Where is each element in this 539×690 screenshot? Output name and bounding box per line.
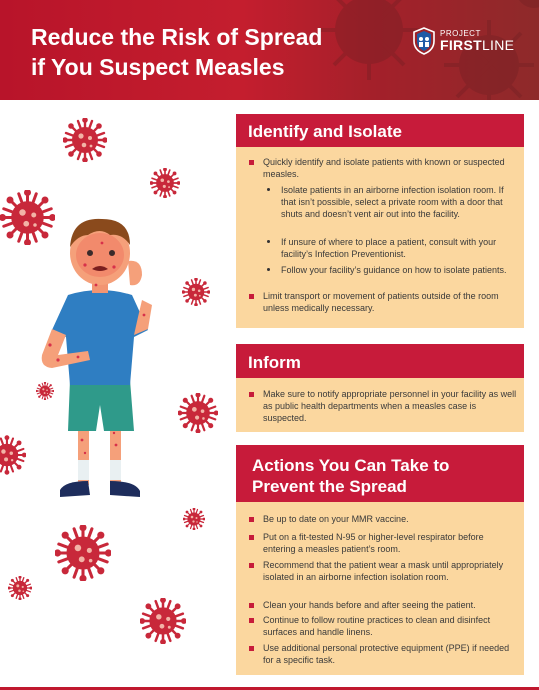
actions-item-4: Clean your hands before and after seeing the patient. <box>263 600 476 610</box>
actions-heading <box>252 455 449 497</box>
bullet-icon <box>249 646 254 651</box>
title-line-1: Reduce the Risk of Spread <box>31 24 323 50</box>
inform-heading-bar <box>236 344 524 378</box>
bullet-icon <box>249 603 254 608</box>
virus-icon <box>140 598 186 644</box>
actions-item-5: Continue to follow routine practices to clean and disinfect surfaces and handle linens. <box>263 615 491 638</box>
logo-line-text: LINE <box>481 37 515 53</box>
project-firstline-logo <box>413 26 514 56</box>
virus-icon <box>178 393 218 433</box>
actions-item-1: Be up to date on your MMR vaccine. <box>263 514 409 524</box>
sub-bullet-icon <box>267 268 270 271</box>
bullet-icon <box>249 294 254 299</box>
title-line-2: if You Suspect Measles <box>31 54 285 80</box>
bullet-icon <box>249 618 254 623</box>
identify-bullet-2: Limit transport or movement of patients outside of the room unless medically necessary. <box>263 291 499 314</box>
virus-icon <box>182 278 210 306</box>
actions-item-6: Use additional personal protective equipment (PPE) if needed for a specific task. <box>263 643 510 666</box>
header-banner <box>0 0 539 100</box>
virus-icon <box>183 508 205 530</box>
bullet-icon <box>249 160 254 165</box>
logo-first-text: FIRST <box>440 37 482 53</box>
bullet-icon <box>249 517 254 522</box>
virus-icon <box>150 168 180 198</box>
actions-item-2: Put on a fit-tested N-95 or higher-level respirator before entering a measles patient’s room. <box>263 532 484 555</box>
bullet-icon <box>249 563 254 568</box>
identify-sub-bullet-2: If unsure of where to place a patient, consult with your facility’s Infection Preventionist. <box>281 237 497 260</box>
actions-heading-line-2: Prevent the Spread <box>252 477 407 496</box>
page-title <box>31 22 361 82</box>
logo-project-text: PROJECT <box>440 29 481 38</box>
virus-icon <box>8 576 32 600</box>
child-with-measles-illustration <box>30 205 170 505</box>
inform-heading: Inform <box>248 353 301 372</box>
sub-bullet-icon <box>267 188 270 191</box>
identify-sub-bullet-3: Follow your facility’s guidance on how to isolate patients. <box>281 265 507 275</box>
bullet-icon <box>249 535 254 540</box>
bullet-icon <box>249 392 254 397</box>
actions-heading-line-1: Actions You Can Take to <box>252 456 450 475</box>
shield-logo-icon <box>413 27 435 55</box>
inform-bullet-1: Make sure to notify appropriate personnel in your facility as well as public health departments when a measles case is suspected. <box>263 389 517 424</box>
identify-isolate-heading-bar <box>236 114 524 147</box>
virus-icon <box>63 118 107 162</box>
virus-icon <box>0 435 26 475</box>
identify-isolate-heading: Identify and Isolate <box>248 122 402 141</box>
identify-bullet-1: Quickly identify and isolate patients with known or suspected measles. <box>263 157 505 180</box>
actions-heading-bar <box>236 445 524 502</box>
sub-bullet-icon <box>267 240 270 243</box>
actions-item-3: Recommend that the patient wear a mask until appropriately isolated in an airborne infection isolation room. <box>263 560 504 583</box>
virus-icon <box>55 525 111 581</box>
identify-sub-bullet-1: Isolate patients in an airborne infection isolation room. If that isn’t possible, select a private room with a door that shuts and doesn’t vent air out into the facility. <box>281 185 504 220</box>
